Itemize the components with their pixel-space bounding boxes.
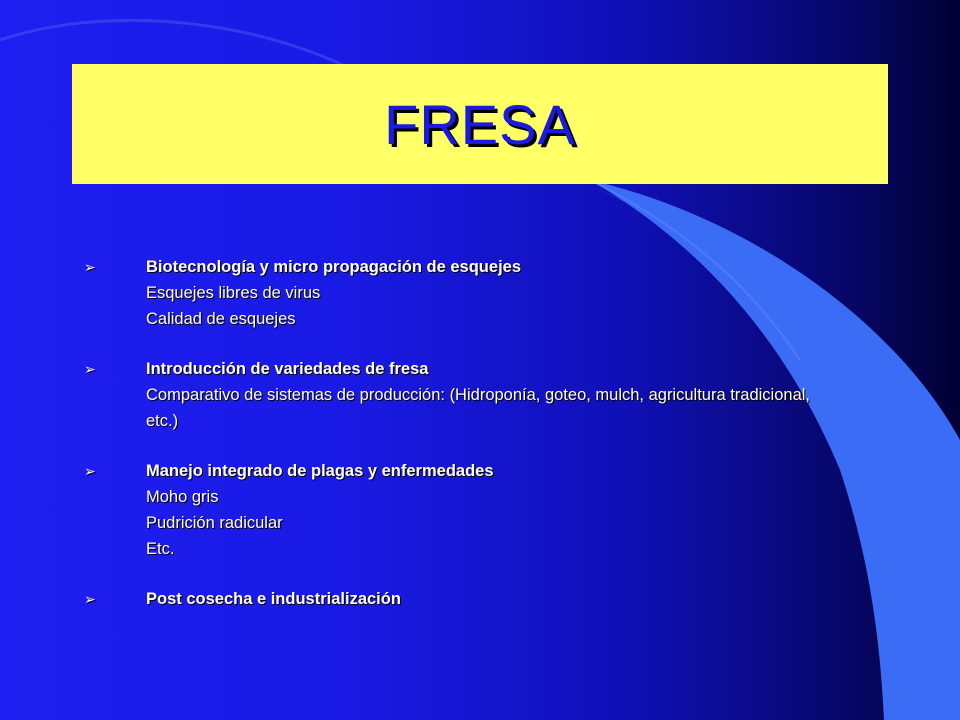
section-postcosecha bbox=[84, 586, 844, 612]
arrow-right-icon: ➢ bbox=[84, 463, 96, 479]
section-biotecnologia bbox=[84, 254, 844, 332]
bullet-heading bbox=[84, 586, 844, 612]
section-plagas bbox=[84, 458, 844, 562]
bullet-heading bbox=[84, 254, 844, 280]
sub-item: Pudrición radicular bbox=[146, 514, 283, 532]
slide-content bbox=[84, 254, 844, 612]
arrow-right-icon: ➢ bbox=[84, 591, 96, 607]
sub-item: Comparativo de sistemas de producción: (Hidroponía, goteo, mulch, agricultura tradicional, etc.) bbox=[146, 386, 811, 430]
arrow-right-icon: ➢ bbox=[84, 361, 96, 377]
arrow-right-icon: ➢ bbox=[84, 259, 96, 275]
slide-title: FRESA bbox=[384, 92, 576, 156]
heading-text: Post cosecha e industrialización bbox=[146, 590, 401, 608]
bullet-heading bbox=[84, 458, 844, 484]
sub-item: Etc. bbox=[146, 540, 175, 558]
heading-text: Biotecnología y micro propagación de esquejes bbox=[146, 258, 522, 276]
section-variedades bbox=[84, 356, 844, 434]
sub-item: Esquejes libres de virus bbox=[146, 284, 321, 302]
title-box bbox=[72, 64, 888, 184]
sub-item: Moho gris bbox=[146, 488, 219, 506]
heading-text: Manejo integrado de plagas y enfermedades bbox=[146, 462, 494, 480]
heading-text: Introducción de variedades de fresa bbox=[146, 360, 429, 378]
bullet-heading bbox=[84, 356, 844, 382]
sub-item: Calidad de esquejes bbox=[146, 310, 296, 328]
